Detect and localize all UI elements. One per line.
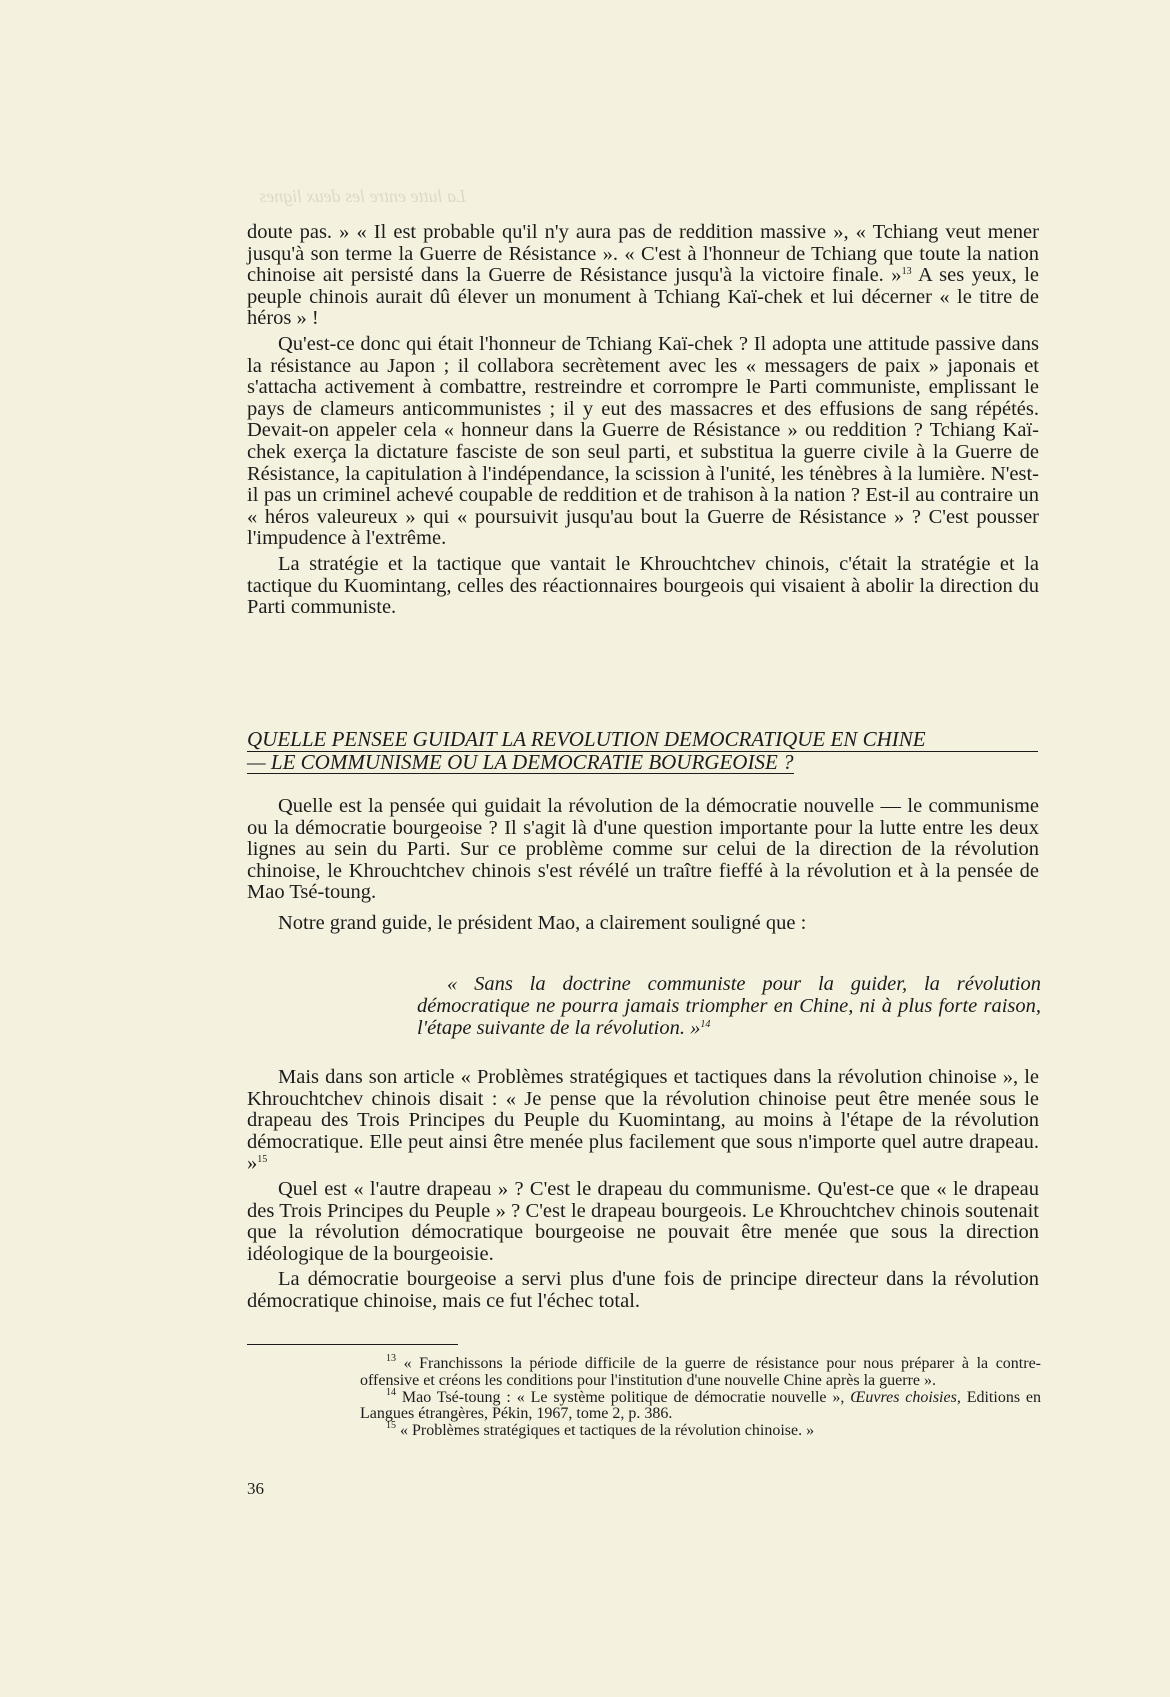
paragraph: Quelle est la pensée qui guidait la révolution de la démocratie nouvelle — le communisme ou la démocratie bourgeoise ? Il s'agit là d'une question importante pour la lutte entre les deux lignes au sein du Parti. Sur ce problème comme sur celui de la direction de la révolution chinoise, le Khrouchtchev chinois s'est révélé un traître fieffé à la révolution et à la pensée de Mao Tsé-toung. [247, 795, 1039, 904]
footnote-rule [247, 1344, 458, 1345]
paragraph: Quel est « l'autre drapeau » ? C'est le drapeau du communisme. Qu'est-ce que « le drapeau des Trois Principes du Peuple » ? C'est le drapeau bourgeois. Le Khrouchtchev chinois soutenait que la révolution démocratique bourgeoise ne pouvait être menée que sous la direction idéologique de la bourgeoisie. [247, 1177, 1039, 1265]
section-heading [247, 729, 1039, 774]
footnote-ref: 14 [700, 1019, 711, 1030]
paragraph: doute pas. » « Il est probable qu'il n'y aura pas de reddition massive », « Tchiang veut mener jusqu'à son terme la Guerre de Résistance ». « C'est à l'honneur de Tchiang que toute la nation chinoise ait persisté dans la Guerre de Résistance jusqu'à la victoire finale. »$^{13}$ A ses yeux, le peuple chinois aurait dû élever un monument à Tchiang Kaï-chek et lui décerner « le titre de héros » ! [247, 221, 1039, 330]
section-heading-line-1: QUELLE PENSEE GUIDAIT LA REVOLUTION DEMOCRATIQUE EN CHINE [247, 729, 1038, 752]
paragraph: La stratégie et la tactique que vantait le Khrouchtchev chinois, c'était la stratégie et la tactique du Kuomintang, celles des réactionnaires bourgeois qui visaient à abolir la direction du Parti communiste. [247, 552, 1039, 619]
show-through-running-head: La lutte entre les deux lignes [259, 186, 466, 206]
footnote-13: $^{13}$ « Franchissons la période difficile de la guerre de résistance pour nous préparer à la contre-offensive et créons les conditions pour l'institution d'une nouvelle Chine après la guerre ». [360, 1353, 1042, 1389]
footnote-ref: 13 [901, 266, 912, 278]
footnote-14: $^{14}$ Mao Tsé-toung : « Le système politique de démocratie nouvelle », Œuvres choisies, Editions en Langues étrangères, Pékin, 1967, tome 2, p. 386. [360, 1386, 1042, 1423]
body-text-middle [247, 796, 1039, 935]
paragraph: La démocratie bourgeoise a servi plus d'une fois de principe directeur dans la révolution démocratique chinoise, mais ce fut l'échec total. [247, 1268, 1039, 1312]
paragraph: Qu'est-ce donc qui était l'honneur de Tchiang Kaï-chek ? Il adopta une attitude passive dans la résistance au Japon ; il collabora secrètement avec les « messagers de paix » japonais et s'attacha activement à combattre, restreindre et corrompre le Parti communiste, emplissant le pays de clameurs anticommunistes ; il y eut des massacres et des effusions de sang répétés. Devait-on appeler cela « honneur dans la Guerre de Résistance » ou reddition ? Tchiang Kaï-chek exerça la dictature fasciste de son seul parti, et substitua la guerre civile à la Guerre de Résistance, la capitulation à l'indépendance, la scission à l'unité, les ténèbres à la lumière. N'est-il pas un criminel achevé coupable de reddition et de trahison à la nation ? Est-il au contraire un « héros valeureux » qui « poursuivit jusqu'au bout la Guerre de Résistance » ? C'est pousser l'impudence à l'extrême. [247, 332, 1039, 550]
page-number: 36 [247, 1479, 264, 1498]
block-quote: « Sans la doctrine communiste pour la guider, la révolution démocratique ne pourra jamais triompher en Chine, ni à plus forte raison, l'étape suivante de la révolution. »$^{14}$ [417, 973, 1041, 1039]
paragraph: Mais dans son article « Problèmes stratégiques et tactiques dans la révolution chinoise », le Khrouchtchev chinois disait : « Je pense que la révolution chinoise peut être menée sous le drapeau des Trois Principes du Peuple du Kuomintang, au moins à l'étape de la révolution démocratique. Elle peut ainsi être menée plus facilement que sous n'importe quel autre drapeau. »$^{15}$ [247, 1066, 1039, 1175]
paragraph: Notre grand guide, le président Mao, a clairement souligné que : [278, 911, 807, 934]
section-heading-line-2: — LE COMMUNISME OU LA DEMOCRATIE BOURGEOISE ? [247, 749, 794, 774]
footnotes [360, 1353, 1042, 1440]
body-text-top [247, 222, 1039, 619]
footnote-15: $^{15}$ « Problèmes stratégiques et tactiques de la révolution chinoise. » [386, 1420, 815, 1440]
footnote-ref: 15 [257, 1154, 268, 1166]
body-text-bottom [247, 1067, 1039, 1313]
